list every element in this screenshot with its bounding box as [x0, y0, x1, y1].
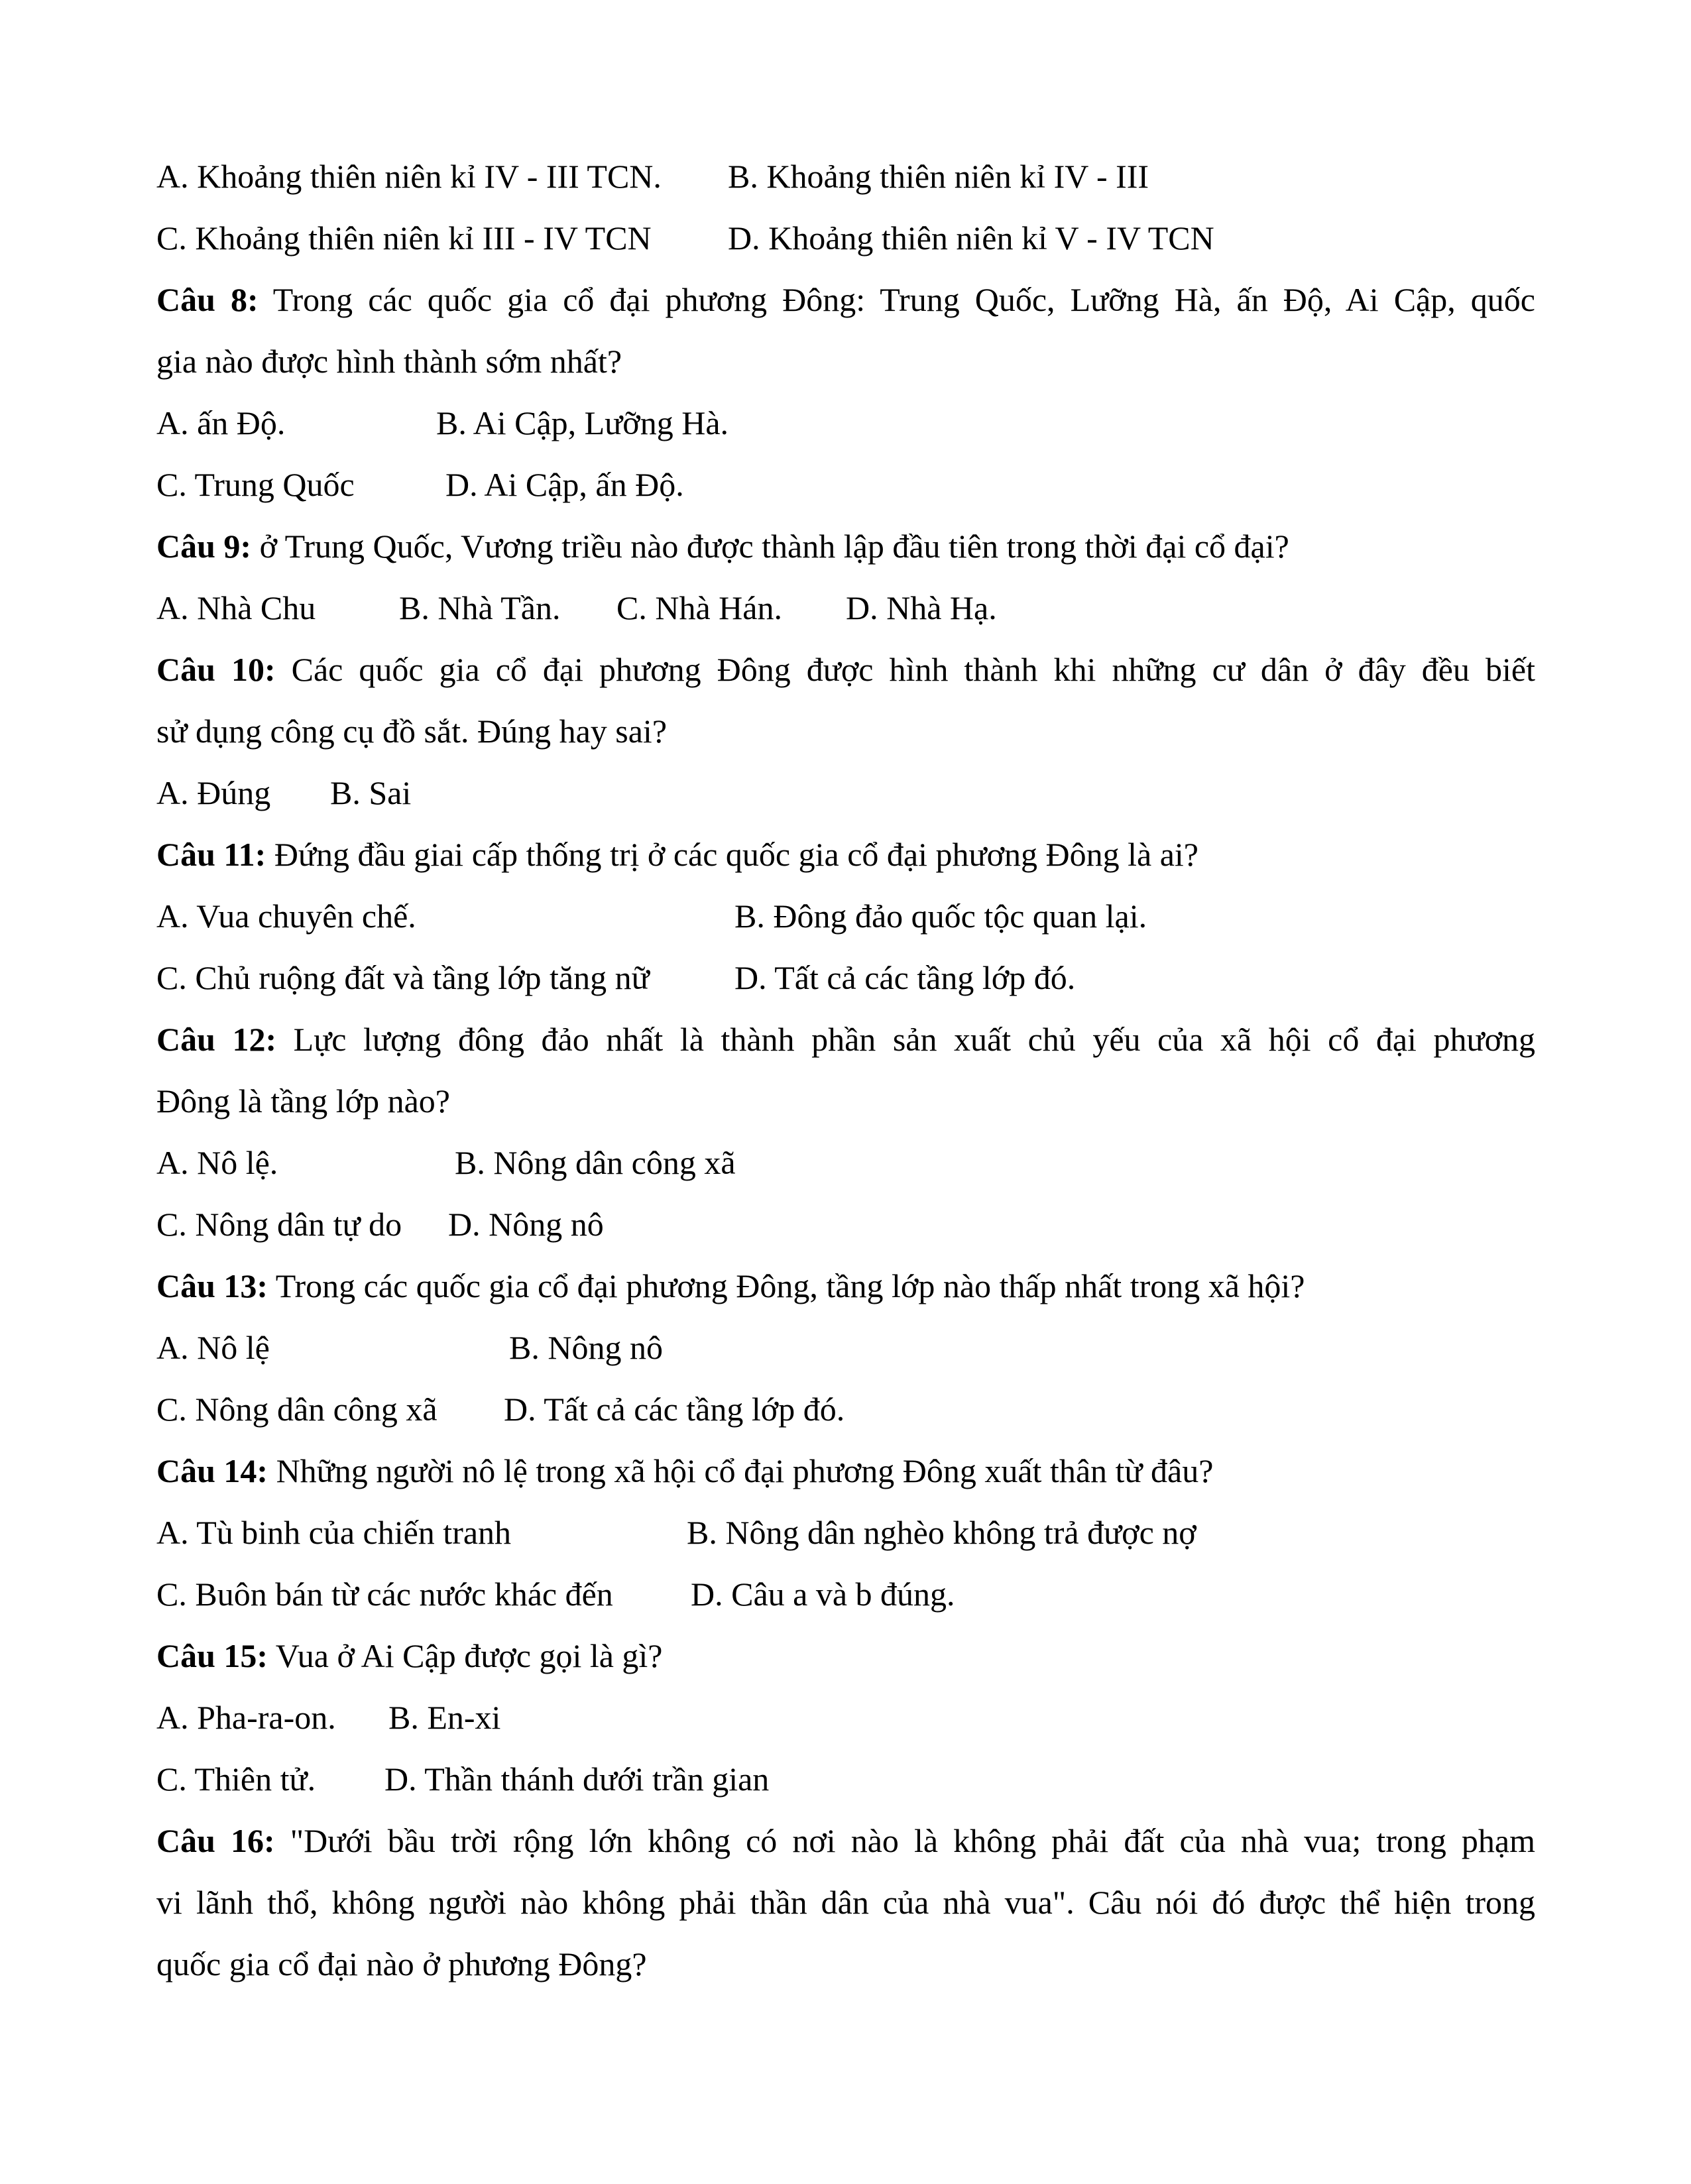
option-line [156, 1389, 845, 1429]
option-a: A. Khoảng thiên niên kỉ IV - III TCN. [156, 158, 662, 195]
question-label: Câu 12: [156, 1021, 277, 1058]
option-b: B. Nhà Tần. [399, 589, 561, 626]
option-line [156, 1204, 604, 1244]
option-c: C. Khoảng thiên niên kỉ III - IV TCN [156, 219, 652, 257]
option-c: C. Nông dân tự do [156, 1206, 402, 1243]
question-text-continued [156, 341, 622, 381]
question-13 [156, 1266, 1305, 1306]
question-label: Câu 11: [156, 836, 266, 873]
question-text-continued [156, 1081, 450, 1121]
question-text-continued [156, 1944, 647, 1984]
question-text: vi lãnh thổ, không người nào không phải thần dân của nhà vua". Câu nói đó được thể hiện trong [156, 1884, 1535, 1921]
question-text: Trong các quốc gia cổ đại phương Đông: Trung Quốc, Lưỡng Hà, ấn Độ, Ai Cập, quốc [272, 281, 1535, 318]
question-label: Câu 14: [156, 1452, 268, 1489]
option-c: C. Trung Quốc [156, 466, 355, 503]
option-b: B. En-xi [388, 1699, 501, 1736]
option-b: B. Nông dân nghèo không trả được nợ [687, 1514, 1196, 1551]
option-line [156, 1697, 501, 1737]
option-d: D. Câu a và b đúng. [691, 1576, 955, 1613]
option-c: C. Nhà Hán. [616, 589, 782, 626]
option-d: D. Ai Cập, ấn Độ. [445, 466, 684, 503]
option-a: A. ấn Độ. [156, 404, 286, 441]
question-label: Câu 9: [156, 528, 252, 565]
question-label: Câu 10: [156, 651, 276, 688]
question-15 [156, 1636, 663, 1676]
question-8 [156, 280, 1535, 319]
option-d: D. Nhà Hạ. [846, 589, 997, 626]
question-16 [156, 1821, 1535, 1861]
option-b: B. Nông nô [509, 1329, 663, 1366]
question-text: Các quốc gia cổ đại phương Đông được hình thành khi những cư dân ở đây đều biết [291, 651, 1535, 688]
question-label: Câu 8: [156, 281, 259, 318]
option-line [156, 588, 997, 628]
option-c: C. Nông dân công xã [156, 1391, 437, 1428]
question-text: Lực lượng đông đảo nhất là thành phần sản xuất chủ yếu của xã hội cổ đại phương [293, 1021, 1536, 1058]
option-b: B. Ai Cập, Lưỡng Hà. [436, 404, 729, 441]
question-14 [156, 1451, 1213, 1491]
option-line [156, 465, 684, 504]
option-line [156, 1759, 770, 1799]
question-label: Câu 16: [156, 1822, 275, 1859]
question-text: quốc gia cổ đại nào ở phương Đông? [156, 1945, 647, 1983]
option-d: D. Khoảng thiên niên kỉ V - IV TCN [728, 219, 1214, 257]
option-c: C. Chủ ruộng đất và tầng lớp tăng nữ [156, 959, 650, 996]
option-line [156, 1574, 955, 1614]
option-line [156, 773, 412, 813]
option-d: D. Nông nô [448, 1206, 604, 1243]
option-line [156, 156, 1149, 196]
question-text: Những người nô lệ trong xã hội cổ đại phương Đông xuất thân từ đâu? [276, 1452, 1214, 1489]
option-b: B. Đông đảo quốc tộc quan lại. [734, 897, 1147, 935]
option-line [156, 896, 1147, 936]
question-text-continued [156, 1882, 1535, 1922]
option-line [156, 403, 729, 443]
question-9 [156, 526, 1289, 566]
option-b: B. Khoảng thiên niên kỉ IV - III [728, 158, 1149, 195]
option-a: A. Pha-ra-on. [156, 1699, 336, 1736]
question-text-continued [156, 711, 667, 751]
option-c: C. Buôn bán từ các nước khác đến [156, 1576, 613, 1613]
question-text: Đông là tầng lớp nào? [156, 1082, 450, 1120]
option-d: D. Thần thánh dưới trần gian [384, 1760, 770, 1798]
option-b: B. Sai [330, 774, 412, 811]
question-text: ở Trung Quốc, Vương triều nào được thành lập đầu tiên trong thời đại cổ đại? [259, 528, 1289, 565]
question-text: Trong các quốc gia cổ đại phương Đông, tầng lớp nào thấp nhất trong xã hội? [275, 1267, 1305, 1304]
question-label: Câu 15: [156, 1637, 268, 1674]
option-line [156, 1143, 736, 1182]
option-a: A. Tù binh của chiến tranh [156, 1514, 512, 1551]
question-text: Đứng đầu giai cấp thống trị ở các quốc gia cổ đại phương Đông là ai? [274, 836, 1198, 873]
question-text: "Dưới bầu trời rộng lớn không có nơi nào là không phải đất của nhà vua; trong phạm [290, 1822, 1535, 1859]
option-c: C. Thiên tử. [156, 1760, 316, 1798]
question-text: Vua ở Ai Cập được gọi là gì? [275, 1637, 663, 1674]
option-line [156, 958, 1076, 998]
question-label: Câu 13: [156, 1267, 268, 1304]
option-a: A. Nô lệ. [156, 1144, 278, 1181]
option-line [156, 1328, 663, 1367]
question-12 [156, 1019, 1535, 1059]
option-a: A. Vua chuyên chế. [156, 897, 416, 935]
question-text: gia nào được hình thành sớm nhất? [156, 343, 622, 380]
option-a: A. Nô lệ [156, 1329, 270, 1366]
option-line [156, 218, 1214, 258]
option-a: A. Đúng [156, 774, 271, 811]
question-10 [156, 650, 1535, 689]
option-line [156, 1513, 1196, 1552]
question-text: sử dụng công cụ đồ sắt. Đúng hay sai? [156, 713, 668, 750]
option-d: D. Tất cả các tầng lớp đó. [734, 959, 1076, 996]
option-a: A. Nhà Chu [156, 589, 316, 626]
option-b: B. Nông dân công xã [455, 1144, 736, 1181]
option-d: D. Tất cả các tầng lớp đó. [504, 1391, 845, 1428]
question-11 [156, 834, 1198, 874]
